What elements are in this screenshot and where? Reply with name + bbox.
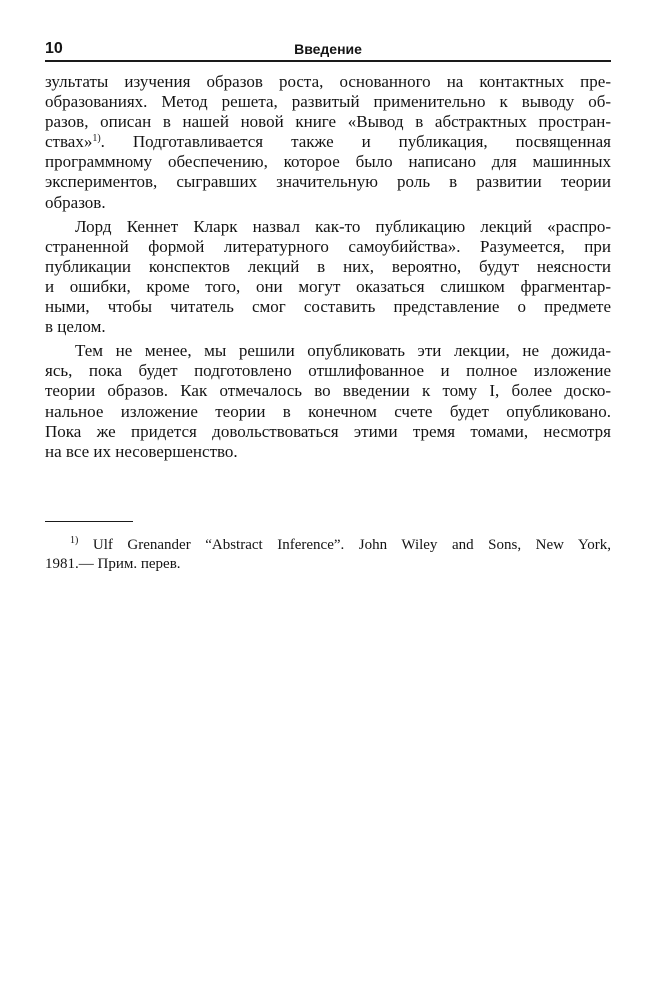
text-line: образованиях. Метод решета, развитый применительно к выводу об- [45, 92, 611, 112]
page-number: 10 [45, 40, 63, 57]
text-line: нальное изложение теории в конечном счете будет опубликовано. [45, 401, 611, 421]
text-line: публикации конспектов лекций в них, вероятно, будут неясности [45, 256, 611, 276]
text-line: ясь, пока будет подготовлено отшлифованное и полное изложение [45, 361, 611, 381]
paragraph-3 [45, 341, 611, 462]
text-fragment: Подготавливается также и публикация, посвященная [132, 132, 611, 152]
footnote-line: 1981.— Прим. перев. [45, 556, 181, 572]
text-line: экспериментов, сыгравших значительную роль в развитии теории [45, 172, 611, 192]
paragraph-2 [45, 217, 611, 338]
text-line: Лорд Кеннет Кларк назвал как-то публикацию лекций «распро- [75, 216, 611, 236]
text-line: зультаты изучения образов роста, основанного на контактных пре- [45, 72, 611, 91]
running-title: Введение [294, 41, 362, 57]
text-line: Тем не менее, мы решили опубликовать эти лекции, не дожида- [75, 341, 611, 361]
text-line: Пока же придется довольствоваться этими тремя томами, несмотря [45, 421, 611, 441]
text-line: в целом. [45, 317, 106, 337]
text-line: на все их несовершенство. [45, 441, 238, 461]
footnote-marker: 1) [70, 536, 79, 546]
footnote-line [45, 536, 611, 555]
text-fragment: ствах» [45, 132, 93, 152]
text-line: ствах»$^{1)}$. Подготавливается также и публикация, посвященная [45, 132, 611, 152]
text-line: страненной формой литературного самоубийства». Разумеется, при [45, 236, 611, 256]
footnote-divider [45, 521, 133, 522]
footnote-text: Ulf Grenander “Abstract Inference”. John Wiley and Sons, New York, [92, 537, 611, 553]
text-line: теории образов. Как отмечалось во введении к тому I, более доско- [45, 381, 611, 401]
text-line: образов. [45, 192, 106, 212]
page-header [45, 38, 611, 62]
text-line: разов, описан в нашей новой книге «Вывод в абстрактных простран- [45, 112, 611, 132]
footnote [45, 536, 611, 574]
body-text [45, 72, 611, 466]
footnote-reference: 1) [92, 133, 101, 145]
text-line: и ошибки, кроме того, они могут оказаться слишком фрагментар- [45, 276, 611, 296]
text-line: ными, чтобы читатель смог составить представление о предмете [45, 297, 611, 317]
paragraph-1 [45, 72, 611, 213]
text-line: программному обеспечению, которое было написано для машинных [45, 152, 611, 172]
